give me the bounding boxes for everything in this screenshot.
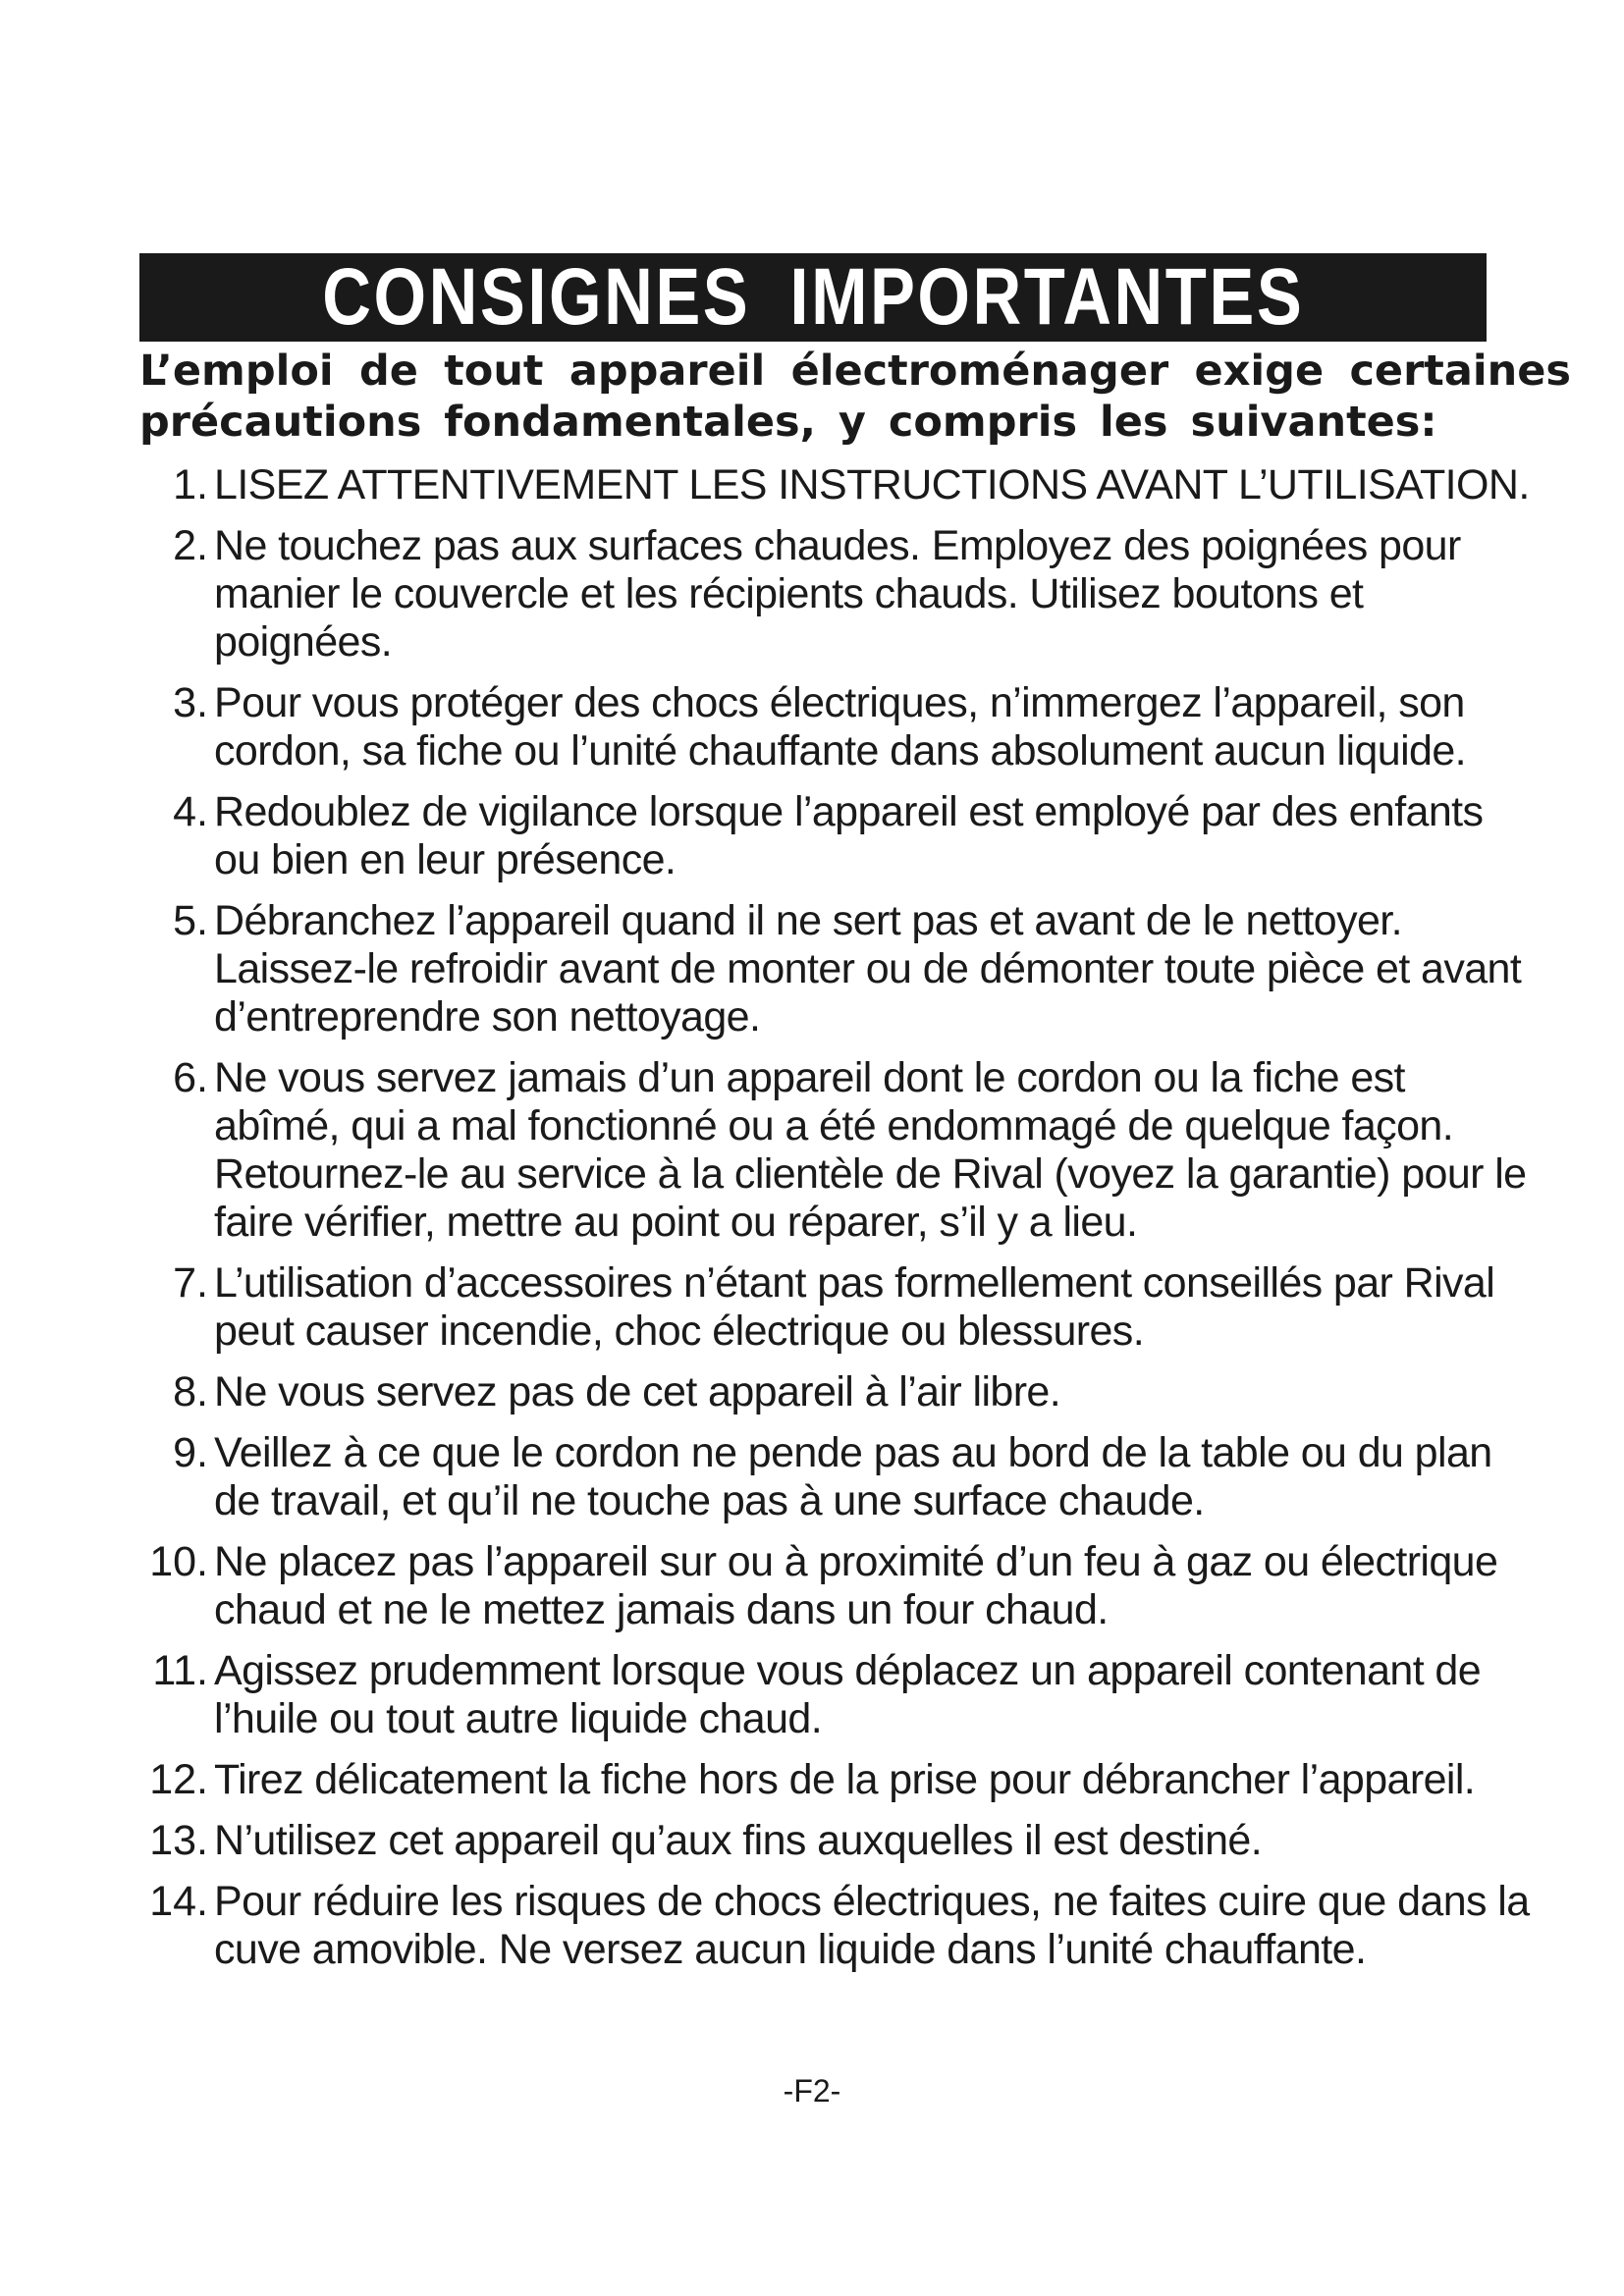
item-number: 2.: [173, 522, 208, 569]
list-item: [139, 1756, 1534, 1804]
intro-paragraph: L’emploi de tout appareil électroménager exige certaines précautions fondamentales, y compris les suivantes:: [139, 347, 1571, 447]
page-title: CONSIGNES IMPORTANTES: [321, 252, 1305, 342]
list-item: [139, 1647, 1534, 1743]
list-item: [139, 1259, 1534, 1356]
list-item: [139, 1817, 1534, 1865]
item-text: Tirez délicatement la fiche hors de la prise pour débrancher l’appareil.: [214, 1756, 1476, 1803]
item-number: 13.: [149, 1817, 208, 1864]
item-text: L’utilisation d’accessoires n’étant pas formellement conseillés par Rival peut causer incendie, choc électrique ou blessures.: [214, 1259, 1495, 1355]
item-number: 4.: [173, 788, 208, 835]
item-number: 6.: [173, 1054, 208, 1101]
item-number: 8.: [173, 1368, 208, 1415]
item-text: Ne touchez pas aux surfaces chaudes. Employez des poignées pour manier le couvercle et les récipients chauds. Utilisez boutons et poignées.: [214, 522, 1461, 666]
item-number: 5.: [173, 897, 208, 944]
item-number: 7.: [173, 1259, 208, 1307]
list-item: [139, 1429, 1534, 1525]
item-text: N’utilisez cet appareil qu’aux fins auxquelles il est destiné.: [214, 1817, 1263, 1864]
item-text: Veillez à ce que le cordon ne pende pas au bord de la table ou du plan de travail, et qu’il ne touche pas à une surface chaude.: [214, 1429, 1492, 1524]
item-text: Redoublez de vigilance lorsque l’appareil est employé par des enfants ou bien en leur présence.: [214, 788, 1484, 883]
item-number: 11.: [152, 1647, 208, 1694]
list-item: [139, 1368, 1534, 1416]
title-banner: [139, 253, 1487, 342]
item-text: LISEZ ATTENTIVEMENT LES INSTRUCTIONS AVANT L’UTILISATION.: [214, 461, 1530, 508]
page-number: -F2-: [783, 2073, 841, 2109]
list-item: [139, 1538, 1534, 1634]
item-text: Débranchez l’appareil quand il ne sert pas et avant de le nettoyer. Laissez-le refroidir avant de monter ou de démonter toute pièce et avant d’entreprendre son nettoyage.: [214, 897, 1522, 1041]
item-text: Pour réduire les risques de chocs électriques, ne faites cuire que dans la cuve amovible. Ne versez aucun liquide dans l’unité chauffante.: [214, 1878, 1530, 1973]
item-number: 10.: [149, 1538, 208, 1585]
item-number: 3.: [173, 679, 208, 726]
list-item: [139, 1878, 1534, 1974]
list-item: [139, 679, 1534, 775]
list-item: [139, 461, 1534, 509]
item-text: Ne vous servez jamais d’un appareil dont le cordon ou la fiche est abîmé, qui a mal fonctionné ou a été endommagé de quelque façon. Retournez-le au service à la clientèle de Rival (voyez la garantie) pour le faire vérifier, mettre au point ou réparer, s’il y a lieu.: [214, 1054, 1527, 1246]
item-text: Pour vous protéger des chocs électriques, n’immergez l’appareil, son cordon, sa fiche ou l’unité chauffante dans absolument aucun liquide.: [214, 679, 1466, 774]
list-item: [139, 897, 1534, 1041]
list-item: [139, 1054, 1534, 1247]
item-number: 9.: [173, 1429, 208, 1476]
item-number: 14.: [149, 1878, 208, 1925]
list-item: [139, 788, 1534, 884]
item-text: Agissez prudemment lorsque vous déplacez un appareil contenant de l’huile ou tout autre liquide chaud.: [214, 1647, 1482, 1742]
safety-list: [139, 461, 1534, 1987]
item-number: 1.: [173, 461, 208, 508]
item-number: 12.: [149, 1756, 208, 1803]
item-text: Ne placez pas l’appareil sur ou à proximité d’un feu à gaz ou électrique chaud et ne le mettez jamais dans un four chaud.: [214, 1538, 1498, 1633]
item-text: Ne vous servez pas de cet appareil à l’air libre.: [214, 1368, 1061, 1415]
list-item: [139, 522, 1534, 667]
